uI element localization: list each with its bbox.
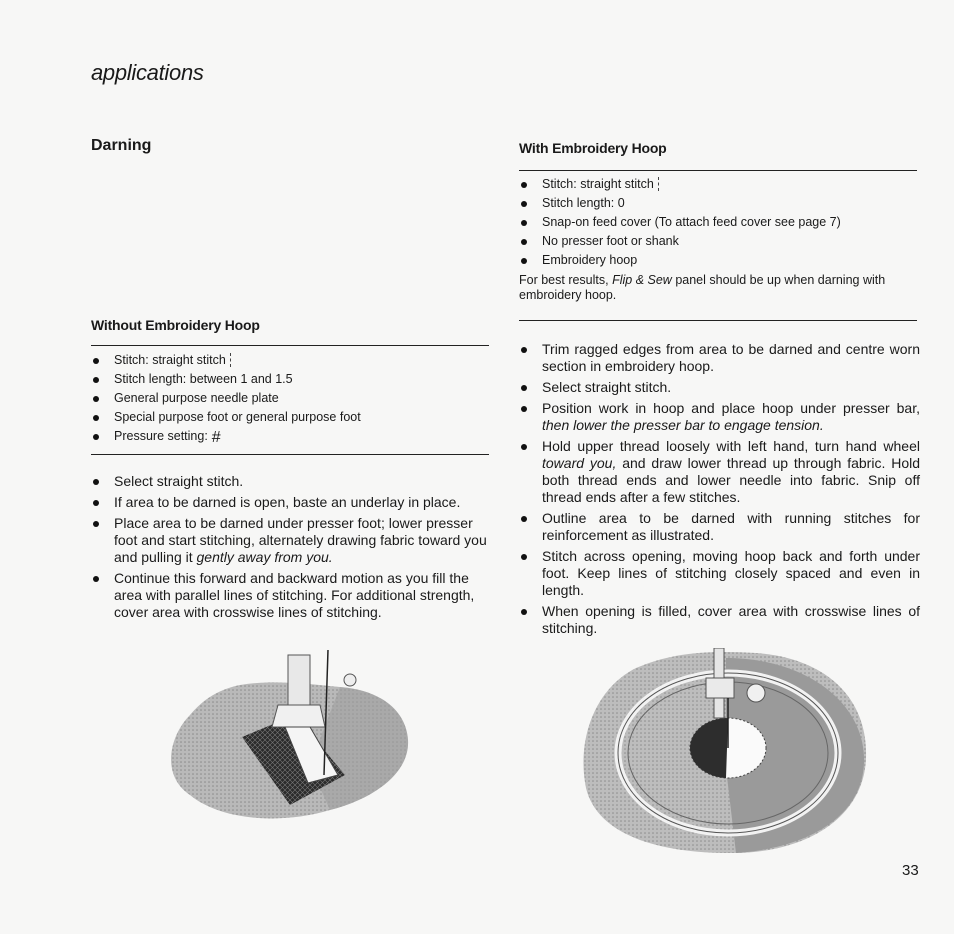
step-text: Select straight stitch. (542, 379, 672, 395)
thumb-screw (344, 674, 356, 686)
spec-text: Stitch: straight stitch (114, 353, 226, 367)
presser-foot-shank (272, 705, 325, 727)
spec-text: Snap-on feed cover (To attach feed cover see page 7) (542, 215, 841, 229)
list-item (521, 194, 841, 213)
spec-text: General purpose needle plate (114, 391, 279, 405)
note-text: For best results, (519, 273, 613, 287)
spec-list-without-hoop (93, 351, 361, 446)
spec-list-with-hoop (521, 175, 841, 270)
list-item (521, 603, 920, 637)
step-text: If area to be darned is open, baste an underlay in place. (114, 494, 461, 510)
spec-text: Embroidery hoop (542, 253, 638, 267)
straight-stitch-icon (230, 353, 232, 367)
list-item (93, 494, 491, 511)
list-item (93, 473, 491, 490)
presser-bar (288, 655, 310, 710)
divider (91, 454, 489, 455)
step-text: When opening is filled, cover area with crosswise lines of stitching. (542, 603, 920, 636)
step-text: Hold upper thread loosely with left hand, turn hand wheel (542, 438, 920, 454)
spec-text: Special purpose foot or general purpose foot (114, 410, 361, 424)
step-text: Position work in hoop and place hoop under presser bar, (542, 400, 920, 416)
list-item (93, 351, 361, 370)
list-item (93, 389, 361, 408)
list-item (521, 379, 920, 396)
page-number: 33 (902, 862, 919, 879)
straight-stitch-icon (658, 177, 660, 191)
divider (519, 320, 917, 321)
spec-text: Stitch length: between 1 and 1.5 (114, 372, 293, 386)
section-title-darning: Darning (91, 137, 152, 154)
spec-text: No presser foot or shank (542, 234, 679, 248)
divider (91, 345, 489, 346)
step-emphasis: then lower the presser bar to engage tension. (542, 417, 824, 433)
list-item (521, 232, 841, 251)
needle-clamp (706, 678, 734, 698)
list-item (93, 427, 361, 446)
spec-text: Pressure setting: (114, 429, 208, 443)
list-item (521, 251, 841, 270)
steps-without-hoop (93, 473, 491, 625)
step-text: Outline area to be darned with running stitches for reinforcement as illustrated. (542, 510, 920, 543)
spec-text: Stitch: straight stitch (542, 177, 654, 191)
pressure-setting-icon: # (211, 429, 219, 446)
step-text: Trim ragged edges from area to be darned and centre worn section in embroidery hoop. (542, 341, 920, 374)
list-item (521, 510, 920, 544)
list-item (93, 370, 361, 389)
list-item (93, 515, 491, 566)
heading-without-hoop: Without Embroidery Hoop (91, 317, 260, 333)
best-results-note (519, 273, 917, 303)
page-title: applications (91, 60, 204, 85)
darning-with-hoop-illustration (576, 648, 868, 856)
list-item (521, 341, 920, 375)
step-emphasis: gently away from you. (196, 549, 333, 565)
step-text: Select straight stitch. (114, 473, 244, 489)
list-item (521, 400, 920, 434)
list-item (93, 408, 361, 427)
step-text: Continue this forward and backward motion as you fill the area with parallel lines of stitching. For additional strength, cover area with crosswise lines of stitching. (114, 570, 475, 620)
step-text: Stitch across opening, moving hoop back and forth under foot. Keep lines of stitching closely spaced and even in length. (542, 548, 920, 598)
list-item (521, 175, 841, 194)
step-text: Place area to be darned under presser foot; lower presser foot and start stitching, alternately drawing fabric toward you and pulling it (114, 515, 487, 565)
step-text: and draw lower thread up through fabric. Hold both thread ends and lower needle into fabric. Snip off thread ends after a few stitches. (542, 455, 920, 505)
darning-without-hoop-illustration (160, 645, 420, 840)
steps-with-hoop (521, 341, 920, 641)
list-item (521, 213, 841, 232)
step-emphasis: toward you, (542, 455, 617, 471)
note-emphasis: Flip & Sew (612, 273, 672, 287)
spec-text: Stitch length: 0 (542, 196, 625, 210)
list-item (521, 438, 920, 506)
list-item (521, 548, 920, 599)
divider (519, 170, 917, 171)
note-text: panel should be up when darning with embroidery hoop. (519, 273, 886, 302)
list-item (93, 570, 491, 621)
heading-with-hoop: With Embroidery Hoop (519, 140, 667, 156)
thumb-screw (747, 684, 765, 702)
